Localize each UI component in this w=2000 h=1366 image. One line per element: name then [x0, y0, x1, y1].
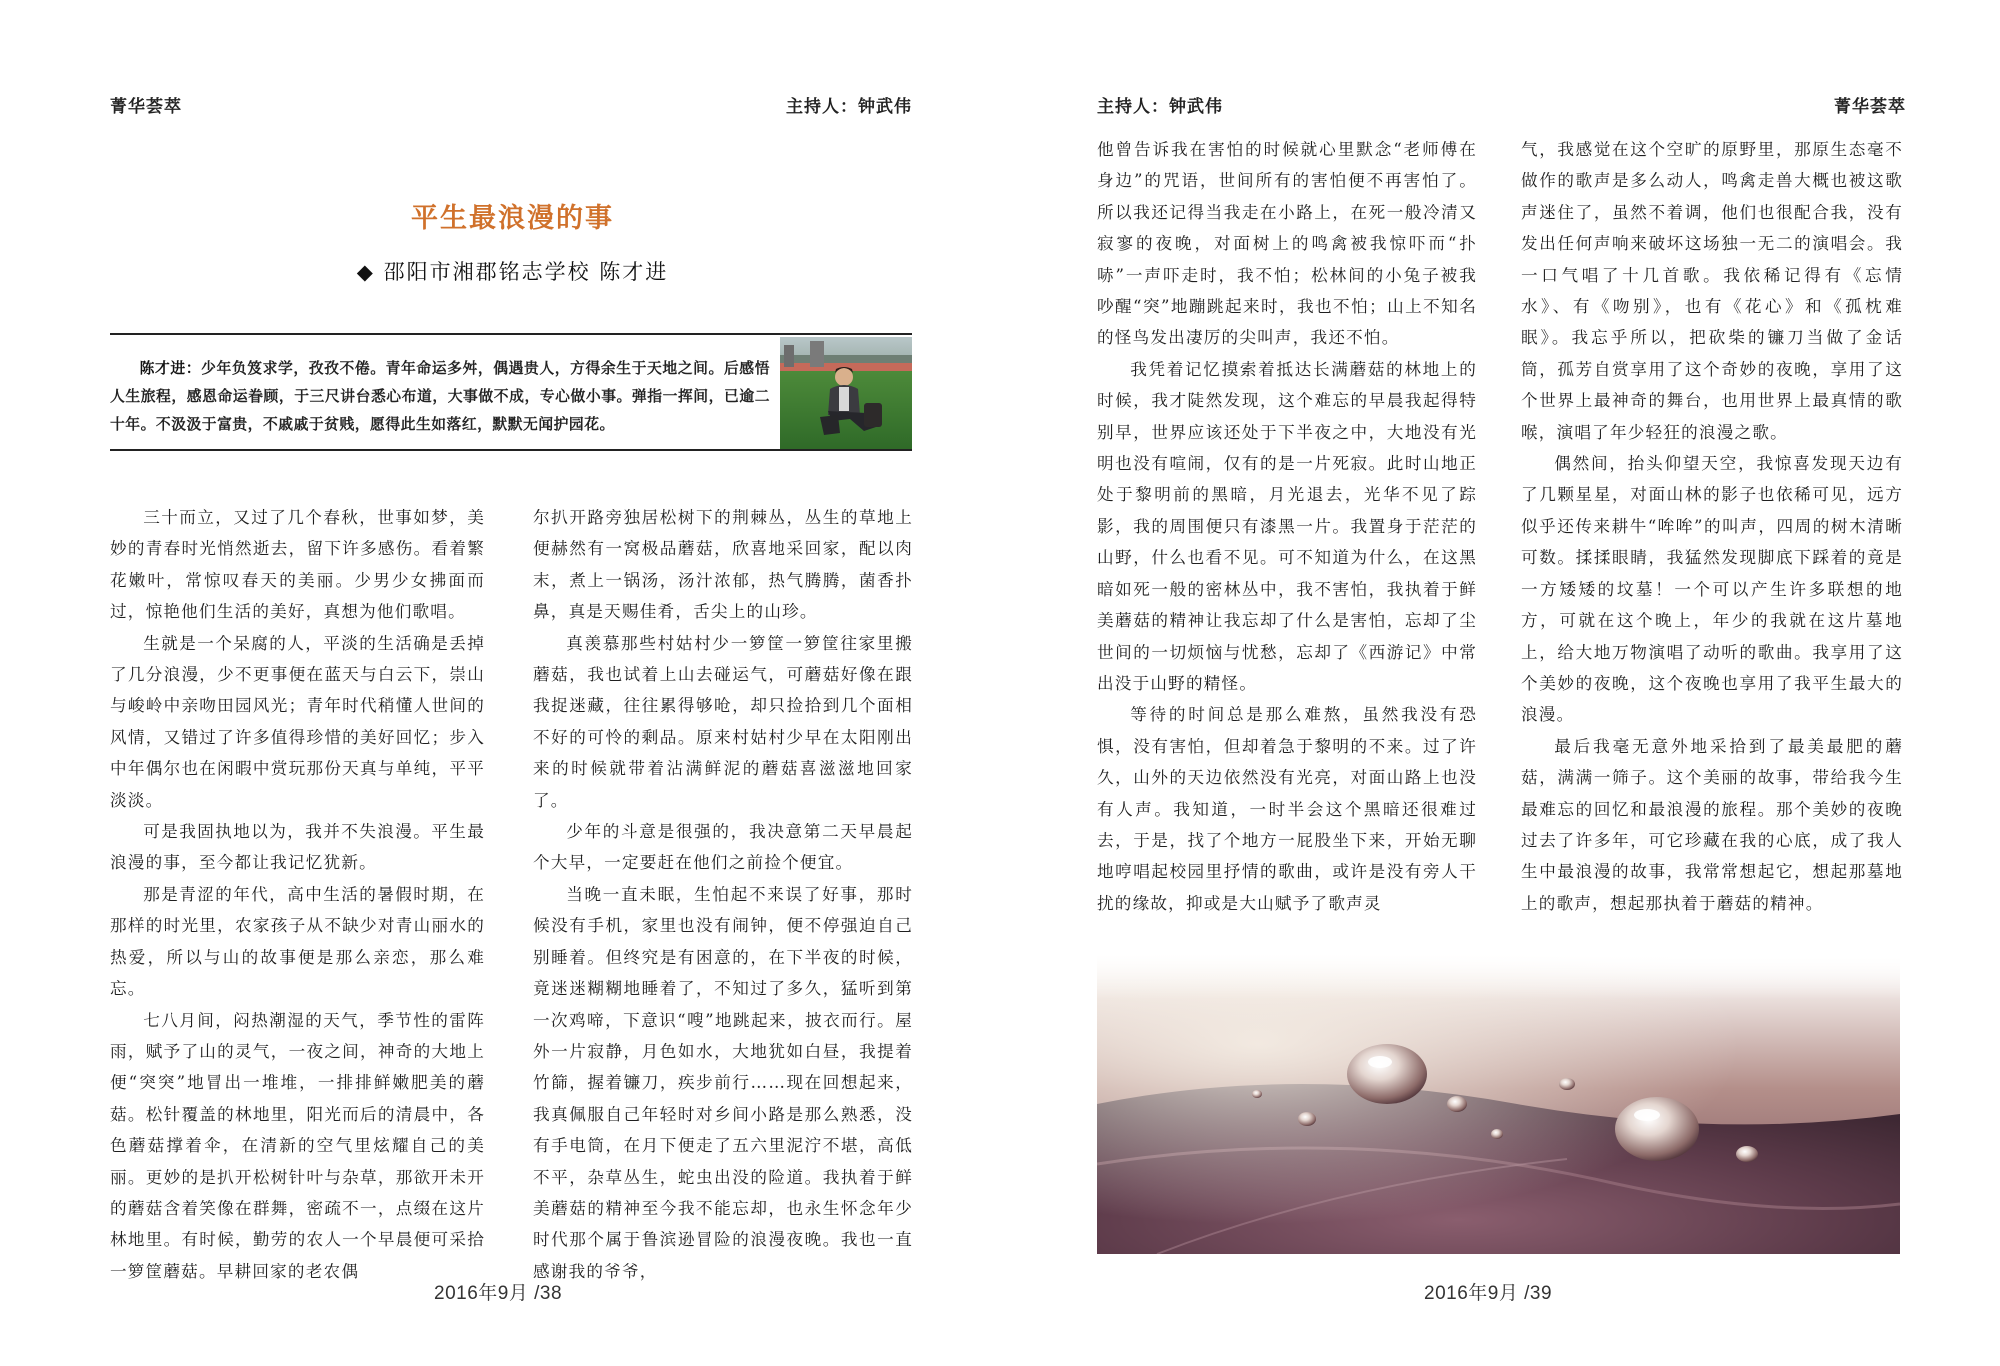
author-bio-box [110, 333, 912, 451]
paragraph: 等待的时间总是那么难熬，虽然我没有恐惧，没有害怕，但却着急于黎明的不来。过了许久，山外的天边依然没有光亮，对面山路上也没有人声。我知道，一时半会这个黑暗还很难过去，于是，找了个地方一屁股坐下来，开始无聊地哼唱起校园里抒情的歌曲，或许是没有旁人干扰的缘故，抑或是大山赋予了歌声灵 [1097, 705, 1477, 913]
paragraph: 他曾告诉我在害怕的时候就心里默念“老师傅在身边”的咒语，世间所有的害怕便不再害怕了。所以我还记得当我走在小路上，在死一般冷清又寂寥的夜晚，对面树上的鸣禽被我惊吓而“扑哧”一声吓走时，我不怕；松林间的小兔子被我吵醒“突”地蹦跳起来时，我也不怕；山上不知名的怪鸟发出凄厉的尖叫声，我还不怕。 [1097, 140, 1477, 348]
right-page-column-1 [1097, 134, 1477, 919]
right-page-column-2 [1521, 134, 1903, 919]
paragraph: 七八月间，闷热潮湿的天气，季节性的雷阵雨，赋予了山的灵气，一夜之间，神奇的大地上便“突突”地冒出一堆堆，一排排鲜嫩肥美的蘑菇。松针覆盖的林地里，阳光而后的清晨中，各色蘑菇撑着伞，在清新的空气里炫耀自己的美丽。更妙的是扒开松树针叶与杂草，那欲开未开的蘑菇含着笑像在群舞，密疏不一，点缀在这片林地里。有时候，勤劳的农人一个早晨便可采拾一箩筐蘑菇。早耕回家的老农偶 [110, 1010, 485, 1281]
paragraph: 偶然间，抬头仰望天空，我惊喜发现天边有了几颗星星，对面山林的影子也依稀可见，远方似乎还传来耕牛“哞哞”的叫声，四周的树木清晰可数。揉揉眼睛，我猛然发现脚底下踩着的竟是一方矮矮的坟墓！一个可以产生许多联想的地方，可就在这个晚上，年少的我就在这片墓地上，给大地万物演唱了动听的歌曲。我享用了这个美妙的夜晚，这个夜晚也享用了我平生最大的浪漫。 [1521, 454, 1903, 725]
author-bio [110, 355, 770, 439]
paragraph: 当晚一直未眠，生怕起不来误了好事，那时候没有手机，家里也没有闹钟，便不停强迫自己别睡着。但终究是有困意的，在下半夜的时候，竟迷迷糊糊地睡着了，不知过了多久，猛听到第一次鸡啼，下意识“嗖”地跳起来，披衣而行。屋外一片寂静，月色如水，大地犹如白昼，我提着竹篩，握着镰刀，疾步前行……现在回想起来，我真佩服自己年轻时对乡间小路是那么熟悉，没有手电筒，在月下便走了五六里泥泞不堪，高低不平，杂草丛生，蛇虫出没的险道。我执着于鲜美蘑菇的精神至今我不能忘却，也永生怀念年少时代那个属于鲁滨逊冒险的浪漫夜晚。我也一直感谢我的爷爷， [533, 884, 913, 1281]
left-page-column-2 [533, 502, 913, 1287]
author-name: 陈才进： [139, 360, 202, 377]
byline: ◆ 邵阳市湘郡铭志学校 陈才进 [356, 260, 669, 284]
left-page-column-1 [110, 502, 485, 1287]
running-head-right: 菁华荟萃 [1834, 97, 1906, 117]
paragraph: 真羡慕那些村姑村少一箩筐一箩筐往家里搬蘑菇，我也试着上山去碰运气，可蘑菇好像在跟我捉迷藏，往往累得够呛，却只捡拾到几个面相不好的可怜的剩品。原来村姑村少早在太阳刚出来的时候就带着沾满鲜泥的蘑菇喜滋滋地回家了。 [533, 633, 913, 810]
paragraph: 尔扒开路旁独居松树下的荆棘丛，丛生的草地上便赫然有一窝极品蘑菇，欣喜地采回家，配以肉末，煮上一锅汤，汤汁浓郁，热气腾腾，菌香扑鼻，真是天赐佳肴，舌尖上的山珍。 [533, 508, 913, 622]
running-head-left: 菁华荟萃 [110, 97, 182, 117]
paragraph: 生就是一个呆腐的人，平淡的生活确是丢掉了几分浪漫，少不更事便在蓝天与白云下，崇山与峻岭中亲吻田园风光；青年时代稍懂人世间的风情，又错过了许多值得珍惜的美好回忆；步入中年偶尔也在闲暇中赏玩那份天真与单纯，平平淡淡。 [110, 633, 485, 810]
author-photo [780, 337, 912, 449]
paragraph: 少年的斗意是很强的，我决意第二天早晨起个大早，一定要赶在他们之前捡个便宜。 [533, 822, 913, 873]
paragraph: 最后我毫无意外地采拾到了最美最肥的蘑菇，满满一筛子。这个美丽的故事，带给我今生最难忘的回忆和最浪漫的旅程。那个美妙的夜晚过去了许多年，可它珍藏在我的心底，成了我人生中最浪漫的故事，我常常想起它，想起那墓地上的歌声，想起那执着于蘑菇的精神。 [1521, 736, 1903, 913]
page-number-left: 2016年9月 /38 [434, 1283, 563, 1304]
article-title: 平生最浪漫的事 [411, 203, 614, 234]
paragraph: 那是青涩的年代，高中生活的暑假时期，在那样的时光里，农家孩子从不缺少对青山丽水的热爱，所以与山的故事便是那么亲恋，那么难忘。 [110, 884, 485, 999]
paragraph: 我凭着记忆摸索着抵达长满蘑菇的林地上的时候，我才陡然发现，这个难忘的早晨我起得特别早，世界应该还处于下半夜之中，大地没有光明也没有喧闹，仅有的是一片死寂。此时山地正处于黎明前的黑暗，月光退去，光华不见了踪影，我的周围便只有漆黑一片。我置身于茫茫的山野，什么也看不见。可不知道为什么，在这黑暗如死一般的密林丛中，我不害怕，我执着于鲜美蘑菇的精神让我忘却了什么是害怕，忘却了尘世间的一切烦恼与忧愁，忘却了《西游记》中常出没于山野的精怪。 [1097, 359, 1477, 693]
running-head-right: 主持人：钟武伟 [786, 97, 912, 117]
paragraph: 三十而立，又过了几个春秋，世事如梦，美妙的青春时光悄然逝去，留下许多感伤。看着繁花嫩叶，常惊叹春天的美丽。少男少女拂面而过，惊艳他们生活的美好，真想为他们歌唱。 [110, 508, 485, 622]
paragraph: 可是我固执地以为，我并不失浪漫。平生最浪漫的事，至今都让我记忆犹新。 [110, 822, 485, 873]
paragraph: 气，我感觉在这个空旷的原野里，那原生态毫不做作的歌声是多么动人，鸣禽走兽大概也被这歌声迷住了，虽然不着调，他们也很配合我，没有发出任何声响来破坏这场独一无二的演唱会。我一口气唱了十几首歌。我依稀记得有《忘情水》、有《吻别》，也有《花心》和《孤枕难眠》。我忘乎所以，把砍柴的镰刀当做了金话筒，孤芳自赏享用了这个奇妙的夜晚，享用了这个世界上最神奇的舞台，也用世界上最真情的歌喉，演唱了年少轻狂的浪漫之歌。 [1521, 140, 1903, 442]
page-number-right: 2016年9月 /39 [1424, 1283, 1553, 1304]
author-bio-text: 少年负笈求学，孜孜不倦。青年命运多舛，偶遇贵人，方得余生于天地之间。后感悟人生旅程，感恩命运眷顾，于三尺讲台悉心布道，大事做不成，专心做小事。弹指一挥间，已逾二十年。不汲汲于富贵，不戚戚于贫贱，愿得此生如落红，默默无闻护园花。 [110, 360, 770, 433]
water-droplets-photo [1097, 954, 1900, 1254]
right-page [1000, 0, 2000, 1366]
running-head-left: 主持人：钟武伟 [1097, 97, 1223, 117]
